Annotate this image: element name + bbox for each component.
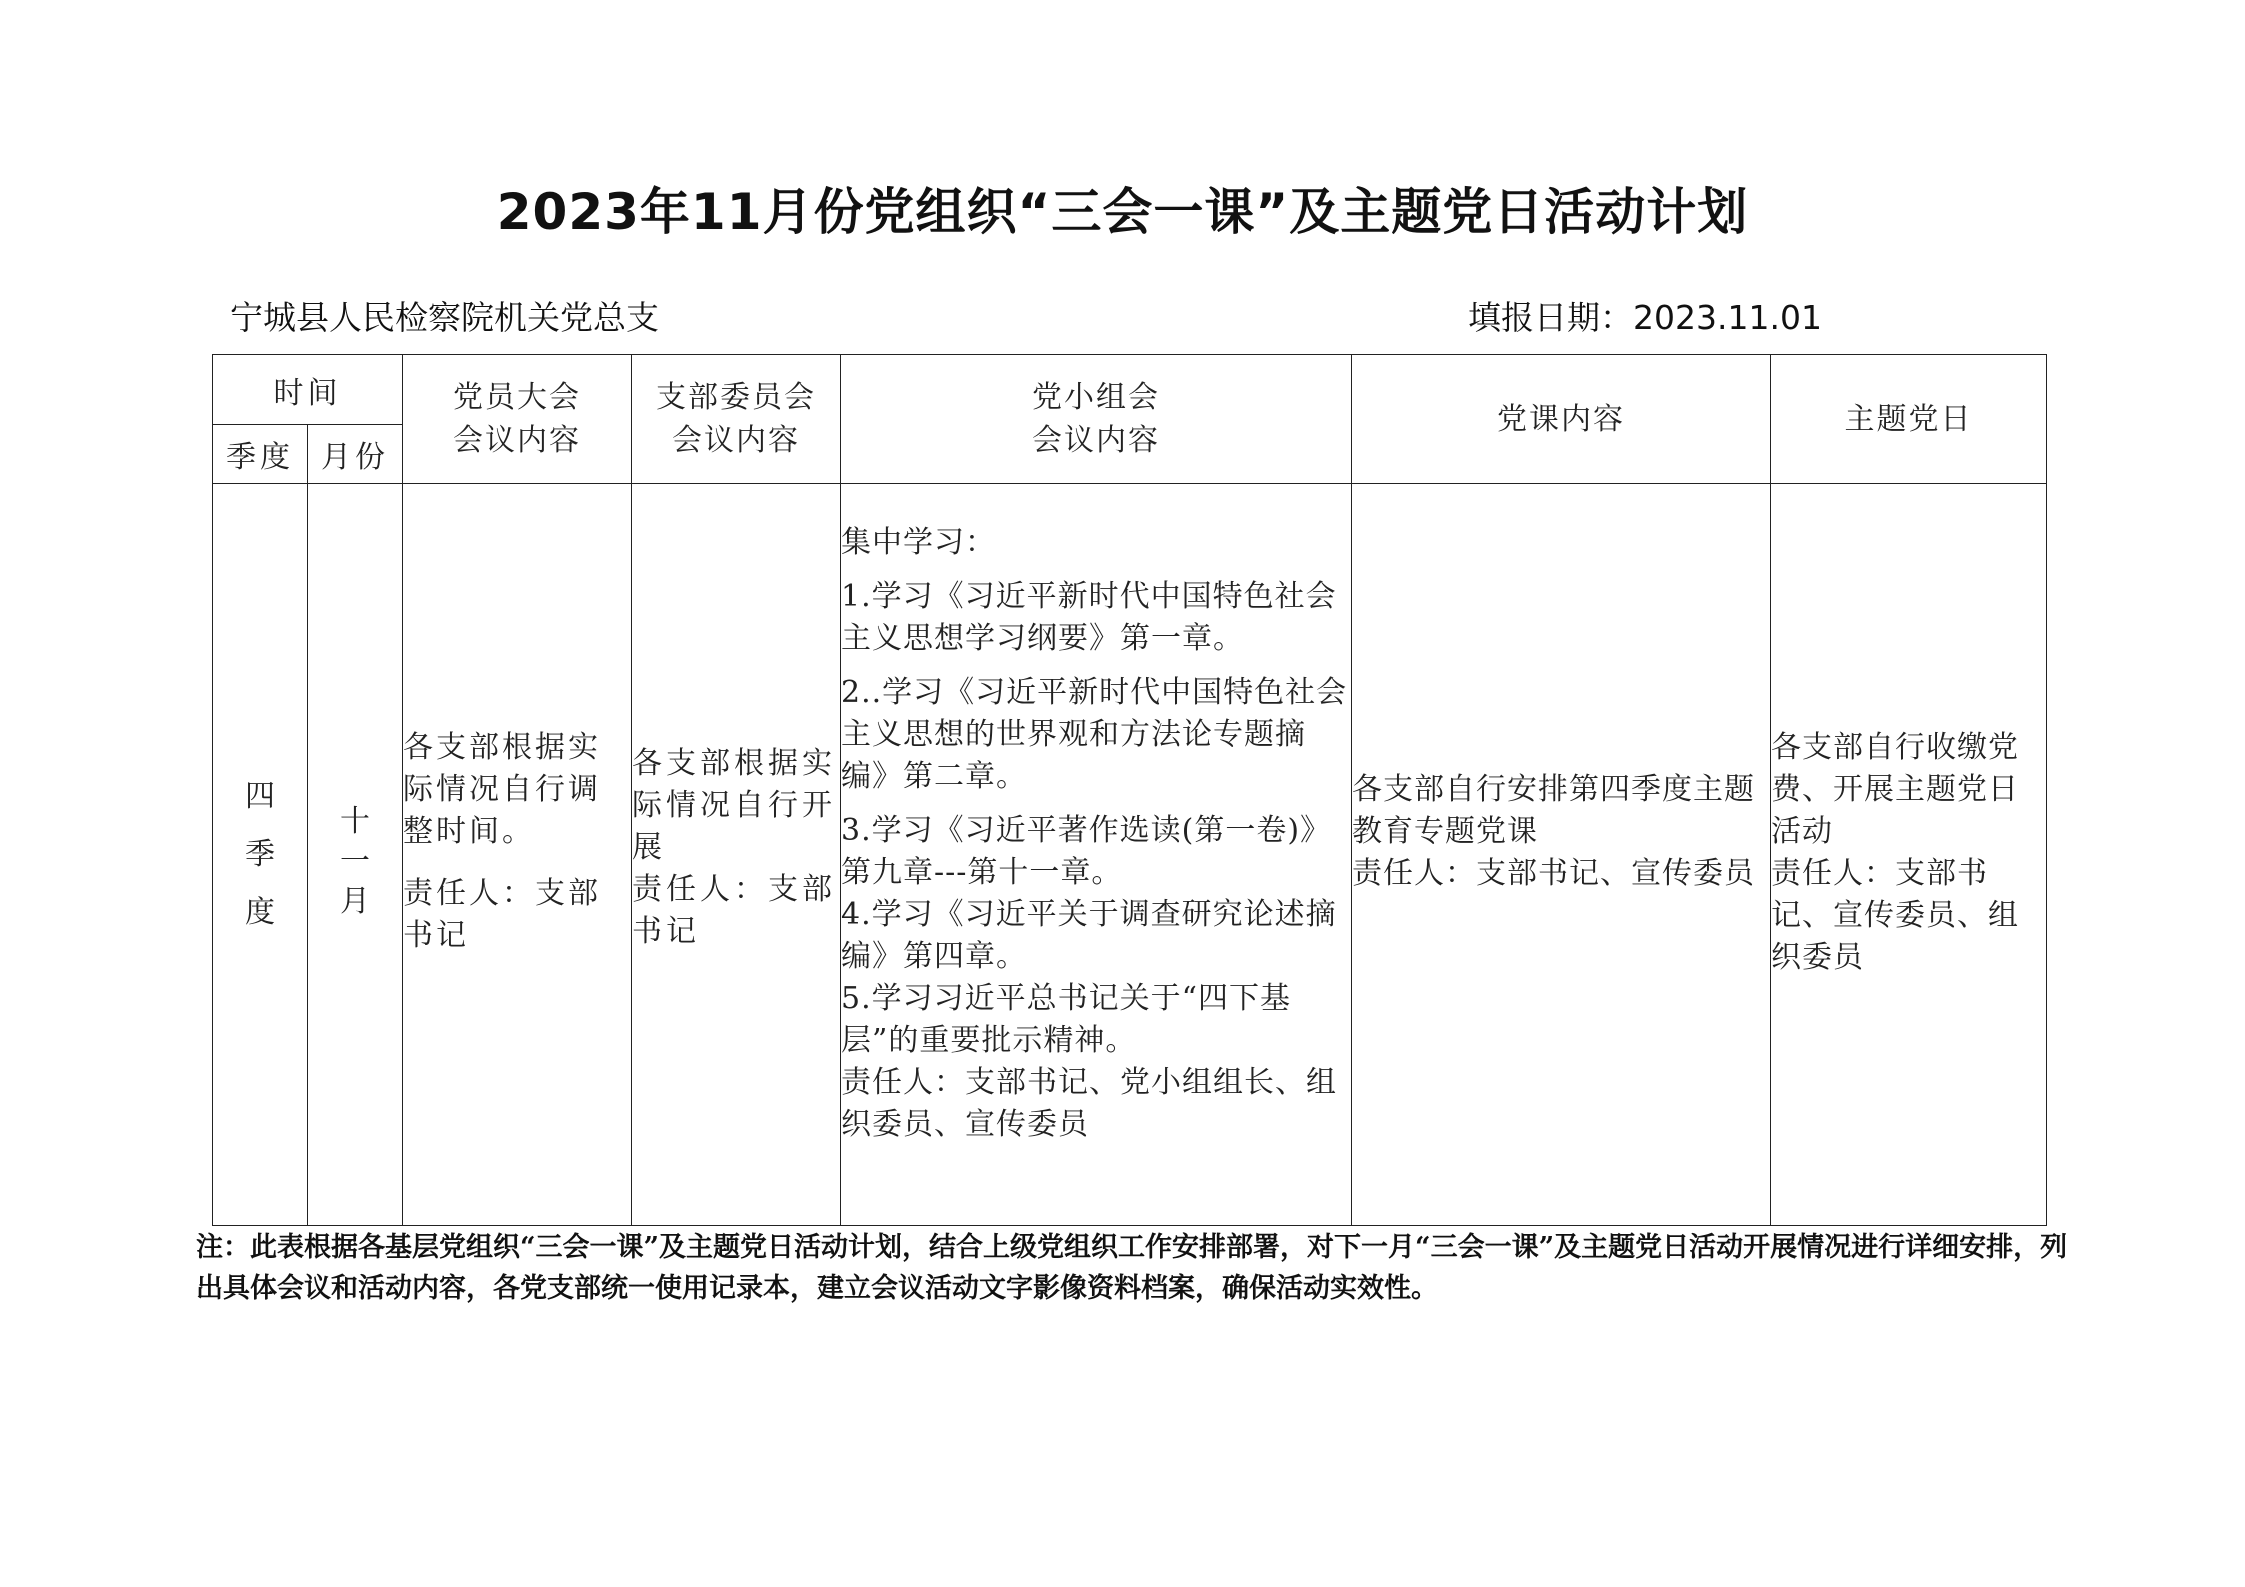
header-time: 时间 xyxy=(213,355,403,425)
committee-meeting-cell xyxy=(632,484,841,1226)
member-meeting-cell xyxy=(403,484,632,1226)
group-meeting-cell xyxy=(841,484,1352,1226)
header-group-meeting xyxy=(841,355,1352,484)
theme-day-cell xyxy=(1771,484,2047,1226)
header-member-meeting xyxy=(403,355,632,484)
header-theme-day: 主题党日 xyxy=(1771,355,2047,484)
header-quarter: 季度 xyxy=(213,425,308,484)
header-member-meeting-line1: 党员大会 xyxy=(453,380,581,415)
month-char: 月 xyxy=(340,884,370,919)
group-meeting-item: 5.学习习近平总书记关于“四下基层”的重要批示精神。 xyxy=(841,981,1291,1058)
quarter-char: 度 xyxy=(245,894,275,930)
quarter-char: 四 xyxy=(245,778,275,814)
quarter-cell xyxy=(213,484,308,1226)
header-committee-meeting xyxy=(632,355,841,484)
group-meeting-item: 2..学习《习近平新时代中国特色社会主义思想的世界观和方法论专题摘编》第二章。 xyxy=(841,675,1348,794)
header-row-top xyxy=(213,355,2047,425)
committee-meeting-content: 各支部根据实际情况自行开展 xyxy=(632,746,836,865)
quarter-char: 季 xyxy=(245,836,275,872)
header-committee-meeting-line2: 会议内容 xyxy=(672,423,800,458)
party-lecture-responsible: 责任人：支部书记、宣传委员 xyxy=(1352,856,1755,891)
month-char: 十 xyxy=(340,804,370,839)
month-cell xyxy=(308,484,403,1226)
organization-name: 宁城县人民检察院机关党总支 xyxy=(230,298,659,337)
page-title: 2023年11月份党组织“三会一课”及主题党日活动计划 xyxy=(496,183,1749,241)
header-group-meeting-line2: 会议内容 xyxy=(1032,423,1160,458)
theme-day-responsible: 责任人：支部书记、宣传委员、组织委员 xyxy=(1771,856,2019,975)
table-row xyxy=(213,484,2047,1226)
group-meeting-item: 4.学习《习近平关于调查研究论述摘编》第四章。 xyxy=(841,897,1337,974)
party-lecture-content: 各支部自行安排第四季度主题教育专题党课 xyxy=(1352,772,1755,849)
footnote: 注：此表根据各基层党组织“三会一课”及主题党日活动计划，结合上级党组织工作安排部署，对下一月“三会一课”及主题党日活动开展情况进行详细安排，列出具体会议和活动内容，各党支部统一使用记录本，建立会议活动文字影像资料档案，确保活动实效性。 xyxy=(196,1232,2068,1304)
member-meeting-content: 各支部根据实际情况自行调整时间。 xyxy=(403,730,601,849)
theme-day-content: 各支部自行收缴党费、开展主题党日活动 xyxy=(1771,730,2019,849)
member-meeting-responsible: 责任人：支部书记 xyxy=(403,876,601,953)
fill-date: 填报日期：2023.11.01 xyxy=(1468,298,1822,337)
header-group-meeting-line1: 党小组会 xyxy=(1032,380,1160,415)
group-meeting-intro: 集中学习： xyxy=(841,525,996,560)
header-member-meeting-line2: 会议内容 xyxy=(453,423,581,458)
month-char: 一 xyxy=(340,844,370,879)
group-meeting-responsible: 责任人：支部书记、党小组组长、组织委员、宣传委员 xyxy=(841,1065,1337,1142)
header-month: 月份 xyxy=(308,425,403,484)
group-meeting-item: 3.学习《习近平著作选读(第一卷)》第九章---第十一章。 xyxy=(841,813,1332,890)
party-lecture-cell xyxy=(1352,484,1771,1226)
header-committee-meeting-line1: 支部委员会 xyxy=(656,380,816,415)
activity-plan-table xyxy=(212,354,2047,1226)
committee-meeting-responsible: 责任人：支部书记 xyxy=(632,872,836,949)
group-meeting-item: 1.学习《习近平新时代中国特色社会主义思想学习纲要》第一章。 xyxy=(841,579,1337,656)
header-party-lecture: 党课内容 xyxy=(1352,355,1771,484)
